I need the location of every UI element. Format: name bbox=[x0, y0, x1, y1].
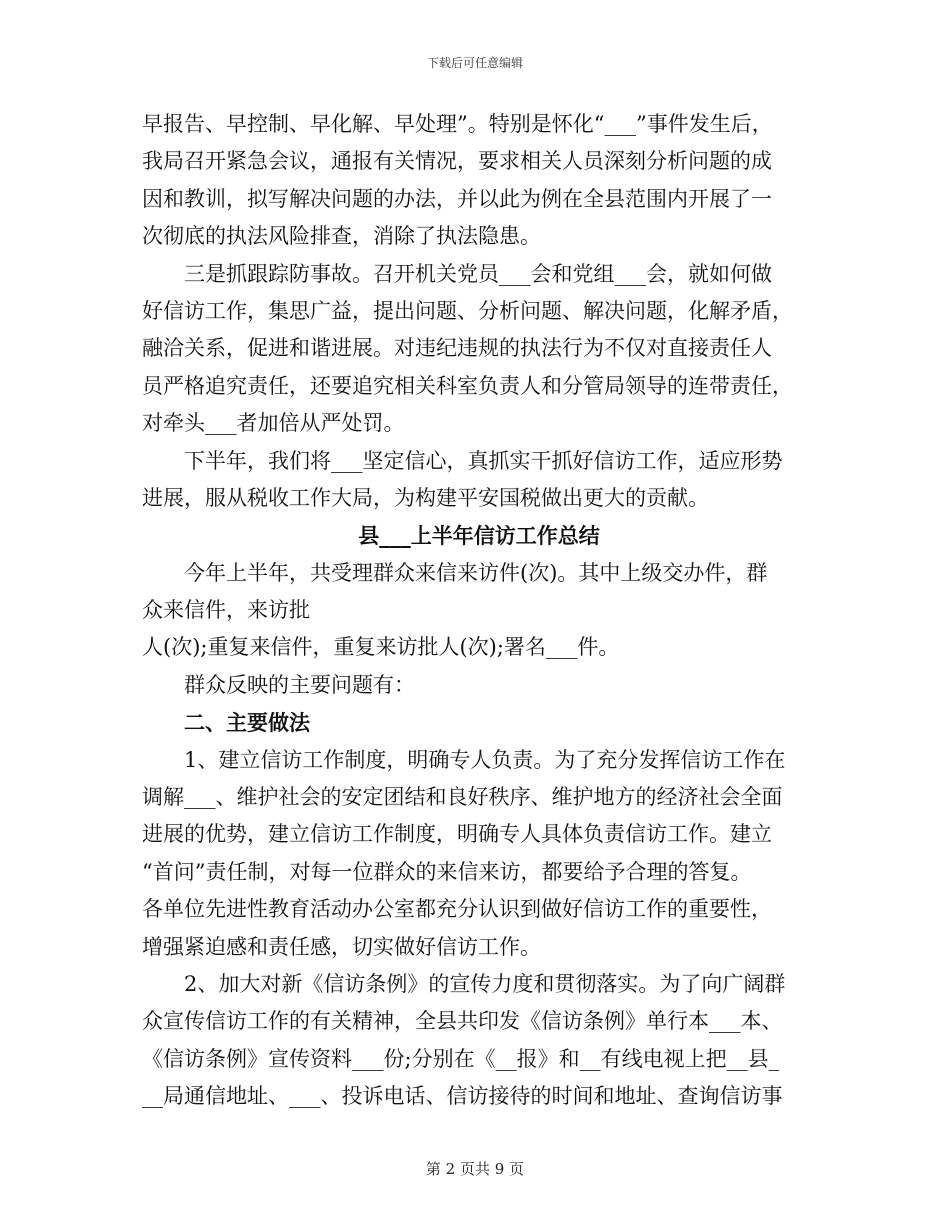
body-line: “首问”责任制，对每一位群众的来信来访，都要给予合理的答复。 bbox=[142, 859, 752, 884]
body-line: 我局召开紧急会议，通报有关情况，要求相关人员深刻分析问题的成 bbox=[142, 149, 772, 174]
body-line: 人(次);重复来信件，重复来访批人(次);署名___件。 bbox=[142, 635, 620, 660]
body-line: 各单位先进性教育活动办公室都充分认识到做好信访工作的重要性， bbox=[142, 897, 772, 922]
body-line: 早报告、早控制、早化解、早处理”。特别是怀化“___”事件发生后， bbox=[142, 112, 773, 136]
paragraph-start: 三是抓跟踪防事故。召开机关党员___会和党组___会，就如何做 bbox=[184, 261, 772, 286]
body-line: 次彻底的执法风险排查，消除了执法隐患。 bbox=[142, 224, 541, 249]
paragraph-start: 群众反映的主要问题有： bbox=[184, 672, 415, 697]
body-line: 对牵头___者加倍从严处罚。 bbox=[142, 411, 405, 436]
body-line: 进展，服从税收工作大局，为构建平安国税做出更大的贡献。 bbox=[142, 485, 709, 510]
body-line: __局通信地址、___、投诉电话、信访接待的时间和地址、查询信访事 bbox=[142, 1084, 783, 1109]
body-line: 众宣传信访工作的有关精神，全县共印发《信访条例》单行本___本、 bbox=[142, 1009, 783, 1034]
body-line: 融洽关系，促进和谐进展。对违纪违规的执法行为不仅对直接责任人 bbox=[142, 336, 772, 361]
body-line: 众来信件，来访批 bbox=[142, 598, 310, 623]
document-body bbox=[142, 106, 816, 1116]
page-number: 第 2 页共 9 页 bbox=[425, 1160, 525, 1178]
body-line: 员严格追究责任，还要追究相关科室负责人和分管局领导的连带责任， bbox=[142, 373, 793, 398]
paragraph-start: 下半年，我们将___坚定信心，真抓实干抓好信访工作，适应形势 bbox=[184, 448, 783, 473]
section-title: 县___上半年信访工作总结 bbox=[358, 523, 600, 549]
body-line: 好信访工作，集思广益，提出问题、分析问题、解决问题，化解矛盾， bbox=[142, 298, 793, 323]
paragraph-start: 2、加大对新《信访条例》的宣传力度和贯彻落实。为了向广阔群 bbox=[184, 971, 786, 996]
body-line: 调解___、维护社会的安定团结和良好秩序、维护地方的经济社会全面 bbox=[142, 785, 783, 810]
body-line: 《信访条例》宣传资料___份;分别在《__报》和__有线电视上把__县_ bbox=[142, 1046, 780, 1071]
body-line: 增强紧迫感和责任感，切实做好信访工作。 bbox=[142, 934, 541, 959]
body-line: 因和教训，拟写解决问题的办法，并以此为例在全县范围内开展了一 bbox=[142, 186, 772, 211]
body-line: 进展的优势，建立信访工作制度，明确专人具体负责信访工作。建立 bbox=[142, 822, 772, 847]
paragraph-start: 1、建立信访工作制度，明确专人负责。为了充分发挥信访工作在 bbox=[184, 747, 786, 772]
page-header: 下载后可任意编辑 bbox=[426, 56, 523, 70]
section-heading: 二、主要做法 bbox=[184, 710, 310, 736]
paragraph-start: 今年上半年，共受理群众来信来访件(次)。其中上级交办件，群 bbox=[184, 560, 768, 585]
